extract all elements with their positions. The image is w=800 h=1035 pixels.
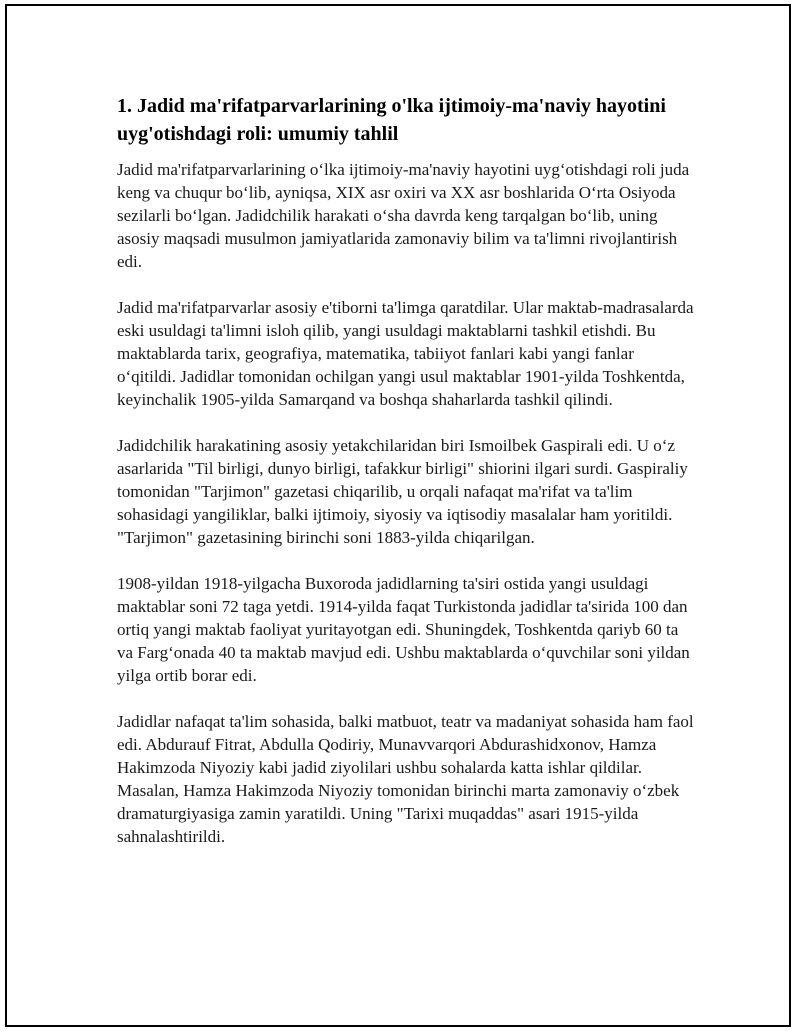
article — [117, 92, 697, 871]
paragraph-2: Jadid ma'rifatparvarlar asosiy e'tiborni ta'limga qaratdilar. Ular maktab-madrasalarda eski usuldagi ta'limni isloh qilib, yangi usuldagi maktablarni tashkil etishdi. Bu maktablarda tarix, geografiya, matematika, tabiiyot fanlari kabi yangi fanlar o‘qitildi. Jadidlar tomonidan ochilgan yangi usul maktablar 1901-yilda Toshkentda, keyinchalik 1905-yilda Samarqand va boshqa shaharlarda tashkil qilindi. — [117, 298, 694, 409]
paragraph-3: Jadidchilik harakatining asosiy yetakchilaridan biri Ismoilbek Gaspirali edi. U o‘z asarlarida "Til birligi, dunyo birligi, tafakkur birligi" shiorini ilgari surdi. Gaspiraliy tomonidan "Tarjimon" gazetasi chiqarilib, u orqali nafaqat ma'rifat va ta'lim sohasidagi yangiliklar, balki ijtimoiy, siyosiy va iqtisodiy masalalar ham yoritildi. "Tarjimon" gazetasining birinchi soni 1883-yilda chiqarilgan. — [117, 436, 688, 547]
paragraph-5: Jadidlar nafaqat ta'lim sohasida, balki matbuot, teatr va madaniyat sohasida ham faol edi. Abdurauf Fitrat, Abdulla Qodiriy, Munavvarqori Abdurashidxonov, Hamza Hakimzoda Niyoziy kabi jadid ziyolilari ushbu sohalarda katta ishlar qildilar. Masalan, Hamza Hakimzoda Niyoziy tomonidan birinchi marta zamonaviy o‘zbek dramaturgiyasiga zamin yaratildi. Uning "Tarixi muqaddas" asari 1915-yilda sahnalashtirildi. — [117, 712, 694, 846]
article-heading: 1. Jadid ma'rifatparvarlarining o'lka ijtimoiy-ma'naviy hayotini uyg'otishdagi roli: umumiy tahlil — [117, 95, 666, 145]
paragraph-1: Jadid ma'rifatparvarlarining o‘lka ijtimoiy-ma'naviy hayotini uyg‘otishdagi roli juda keng va chuqur bo‘lib, ayniqsa, XIX asr oxiri va XX asr boshlarida O‘rta Osiyoda sezilarli bo‘lgan. Jadidchilik harakati o‘sha davrda keng tarqalgan bo‘lib, uning asosiy maqsadi musulmon jamiyatlarida zamonaviy bilim va ta'limni rivojlantirish edi. — [117, 160, 690, 271]
paragraph-4: 1908-yildan 1918-yilgacha Buxoroda jadidlarning ta'siri ostida yangi usuldagi maktablar soni 72 taga yetdi. 1914-yilda faqat Turkistonda jadidlar ta'sirida 100 dan ortiq yangi maktab faoliyat yuritayotgan edi. Shuningdek, Toshkentda qariyb 60 ta va Farg‘onada 40 ta maktab mavjud edi. Ushbu maktablarda o‘quvchilar soni yildan yilga ortib borar edi. — [117, 574, 690, 685]
